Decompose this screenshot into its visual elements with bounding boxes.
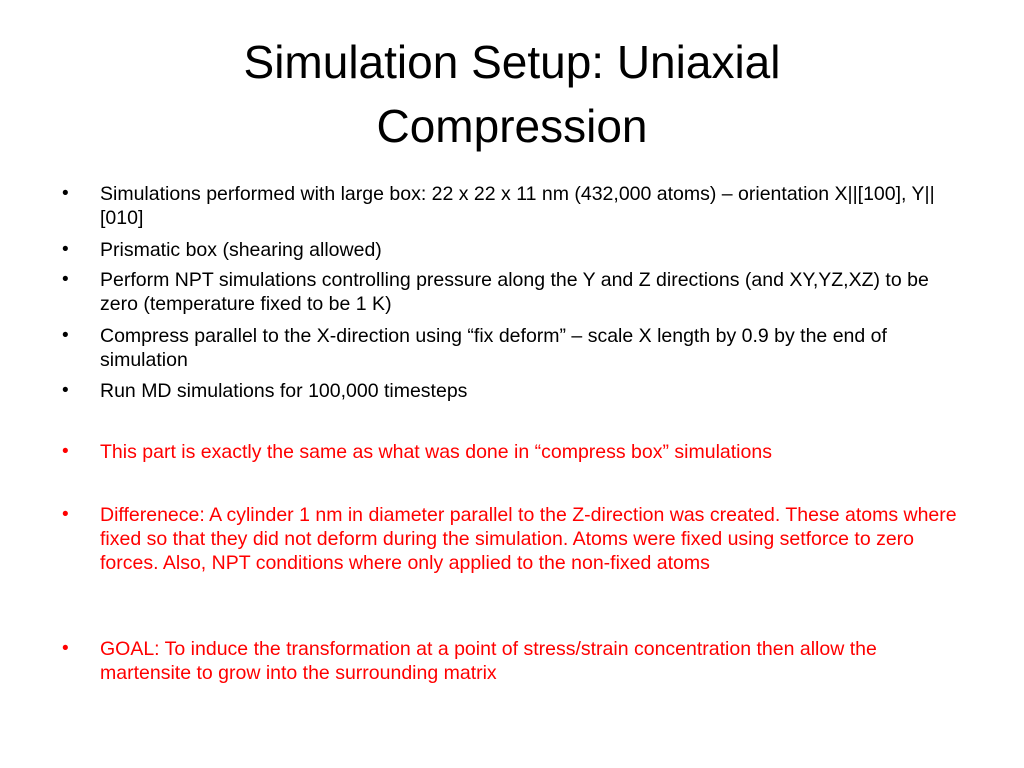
bullet-dot-icon: • bbox=[62, 239, 69, 260]
bullet-text: Prismatic box (shearing allowed) bbox=[100, 239, 382, 261]
bullet-dot-icon: • bbox=[62, 441, 69, 462]
bullet-item bbox=[62, 637, 962, 685]
bullet-text: Run MD simulations for 100,000 timesteps bbox=[100, 380, 468, 402]
bullet-item bbox=[62, 440, 962, 464]
bullet-item bbox=[62, 182, 962, 230]
bullet-dot-icon: • bbox=[62, 638, 69, 659]
bullet-item bbox=[62, 238, 962, 262]
bullet-text: Compress parallel to the X-direction using “fix deform” – scale X length by 0.9 by the end of simulation bbox=[100, 325, 887, 371]
bullet-dot-icon: • bbox=[62, 504, 69, 525]
bullet-dot-icon: • bbox=[62, 325, 69, 346]
bullet-text: This part is exactly the same as what was done in “compress box” simulations bbox=[100, 441, 772, 463]
bullet-text: Simulations performed with large box: 22 x 22 x 11 nm (432,000 atoms) – orientation X||[100], Y||[010] bbox=[100, 183, 935, 229]
bullet-item bbox=[62, 503, 962, 575]
bullet-item bbox=[62, 324, 962, 372]
bullet-text: GOAL: To induce the transformation at a point of stress/strain concentration then allow the martensite to grow into the surrounding matrix bbox=[100, 638, 877, 684]
bullet-dot-icon: • bbox=[62, 269, 69, 290]
bullet-text: Differenece: A cylinder 1 nm in diameter parallel to the Z-direction was created. These atoms where fixed so that they did not deform during the simulation. Atoms were fixed using setforce to zero forces. Also, NPT conditions where only applied to the non-fixed atoms bbox=[100, 504, 957, 574]
bullet-dot-icon: • bbox=[62, 380, 69, 401]
bullet-item bbox=[62, 379, 962, 403]
bullet-item bbox=[62, 268, 962, 316]
slide-title-line-1: Simulation Setup: Uniaxial bbox=[243, 36, 781, 88]
slide-title-line-2: Compression bbox=[376, 100, 648, 152]
bullet-text: Perform NPT simulations controlling pressure along the Y and Z directions (and XY,YZ,XZ) to be zero (temperature fixed to be 1 K) bbox=[100, 269, 929, 315]
bullet-dot-icon: • bbox=[62, 183, 69, 204]
